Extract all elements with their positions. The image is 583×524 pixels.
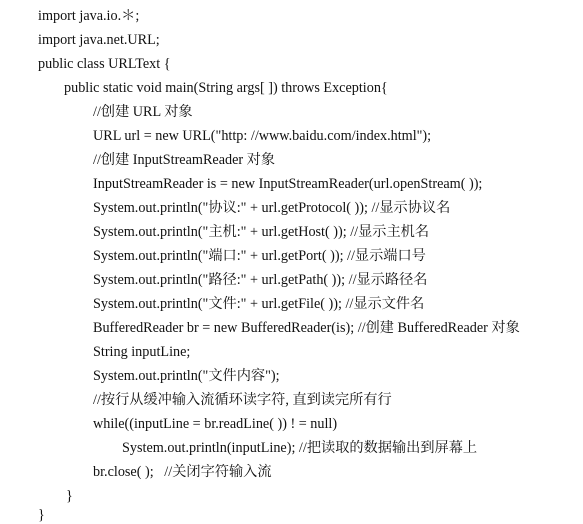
code-line-5: //创建 URL 对象	[93, 104, 193, 120]
code-line-16: System.out.println("文件内容");	[93, 368, 280, 384]
code-line-22: }	[38, 507, 45, 523]
code-line-18: while((inputLine = br.readLine( )) ! = null)	[93, 416, 338, 432]
code-line-1: import java.io.＊;	[38, 8, 140, 24]
code-line-2: import java.net.URL;	[38, 32, 160, 48]
code-line-14: BufferedReader br = new BufferedReader(is); //创建 BufferedReader 对象	[93, 320, 520, 336]
code-line-17: //按行从缓冲输入流循环读字符, 直到读完所有行	[93, 392, 392, 408]
code-line-12: System.out.println("路径:" + url.getPath( )); //显示路径名	[93, 272, 428, 288]
code-line-7: //创建 InputStreamReader 对象	[93, 152, 276, 168]
code-line-8: InputStreamReader is = new InputStreamReader(url.openStream( ));	[93, 176, 483, 192]
code-line-6: URL url = new URL("http: //www.baidu.com/index.html");	[93, 128, 432, 144]
code-line-4: public static void main(String args[ ]) throws Exception{	[64, 80, 388, 96]
code-line-15: String inputLine;	[93, 344, 191, 360]
code-line-21: }	[66, 488, 73, 504]
code-line-13: System.out.println("文件:" + url.getFile( )); //显示文件名	[93, 296, 425, 312]
code-line-10: System.out.println("主机:" + url.getHost( )); //显示主机名	[93, 224, 430, 240]
code-line-19: System.out.println(inputLine); //把读取的数据输出到屏幕上	[122, 440, 478, 456]
code-line-20: br.close( ); //关闭字符输入流	[93, 464, 272, 480]
code-line-11: System.out.println("端口:" + url.getPort( )); //显示端口号	[93, 248, 426, 264]
code-line-9: System.out.println("协议:" + url.getProtocol( )); //显示协议名	[93, 200, 451, 216]
code-line-3: public class URLText {	[38, 56, 171, 72]
